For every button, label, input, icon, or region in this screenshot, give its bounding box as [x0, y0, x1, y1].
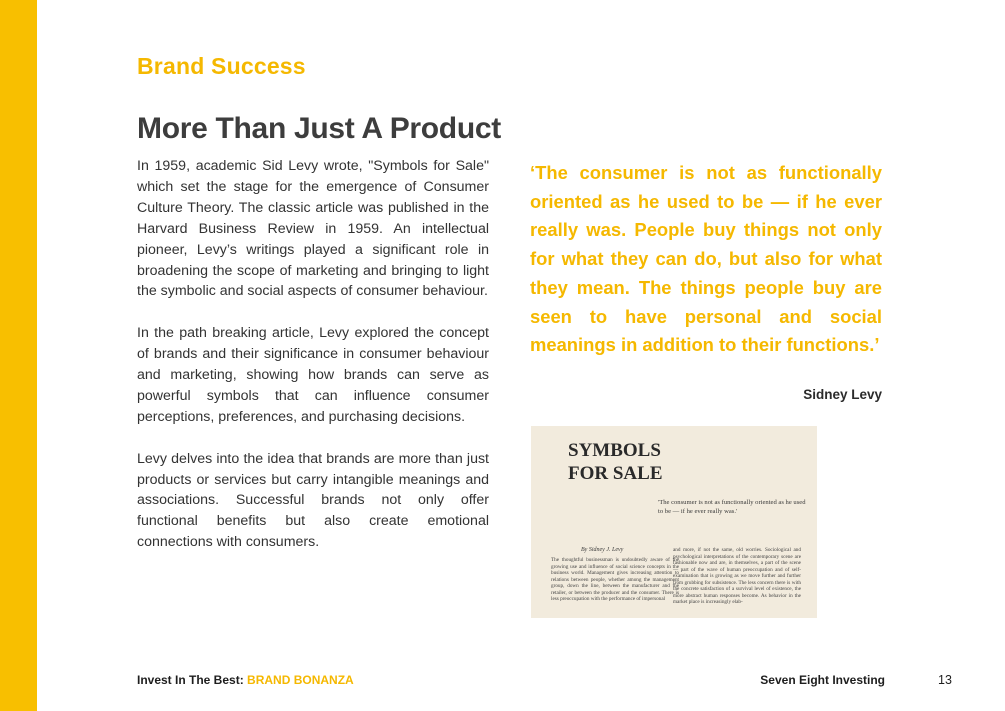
page-title: More Than Just A Product [137, 112, 501, 145]
article-scan-quote: 'The consumer is not as functionally oriented as he used to be — if he ever really was.' [658, 499, 806, 515]
body-paragraph: Levy delves into the idea that brands are more than just products or services but carry intangible meanings and associations. Successful brands not only offer functional benefits but also create emotional connections with consumers. [137, 450, 489, 551]
side-accent-bar [0, 0, 37, 711]
page-number: 13 [938, 673, 952, 687]
section-label: Brand Success [137, 53, 306, 79]
body-paragraph: In the path breaking article, Levy explored the concept of brands and their significance in consumer behaviour and marketing, showing how brands can serve as powerful symbols that can influence consumer perceptions, preferences, and purchasing decisions. [137, 325, 489, 425]
quote-author: Sidney Levy [803, 387, 882, 402]
article-scan-title-line: SYMBOLS [568, 440, 661, 461]
footer-series-title [137, 673, 354, 687]
body-text [137, 156, 489, 574]
footer-accent: BRAND BONANZA [247, 673, 354, 687]
body-paragraph: In 1959, academic Sid Levy wrote, "Symbols for Sale" which set the stage for the emergence of Consumer Culture Theory. The classic article was published in the Harvard Business Review in 1959. An intellectual pioneer, Levy’s writings played a significant role in broadening the scope of marketing and bringing to light the symbolic and social aspects of consumer behaviour. [137, 158, 489, 300]
footer-brand: Seven Eight Investing [760, 673, 885, 687]
article-scan-image [531, 426, 817, 618]
pull-quote: ‘The consumer is not as functionally oriented as he used to be — if he ever really was. People buy things not only for what they can do, but also for what they mean. The things people buy are seen to have personal and social meanings in addition to their functions.’ [530, 162, 882, 356]
article-scan-column-left: The thoughtful businessman is undoubtedly aware of the growing use and influence of social science concepts in the business world. Management gives increasing attention to relations between people, whether among the management group, down the line, between the manufacturer and the retailer, or between the producer and the consumer. There is less preoccupation with the performance of impersonal [551, 557, 679, 602]
article-scan-column-right: and more, if not the same, old worries. Sociological and psychological interpretations of the contemporary scene are fashionable now and are, in themselves, a part of the scene — part of the wave of human preoccupation and of self-examination that is growing as we move further and further from grubbing for subsistence. The less concern there is with the concrete satisfaction of a survival level of existence, the more abstract human responses become. As behavior in the market place is increasingly elab- [673, 547, 801, 605]
article-scan-byline: By Sidney J. Levy [581, 547, 624, 553]
footer-prefix: Invest In The Best: [137, 673, 244, 687]
article-scan-title [568, 439, 663, 485]
article-scan-title-line: FOR SALE [568, 463, 663, 484]
